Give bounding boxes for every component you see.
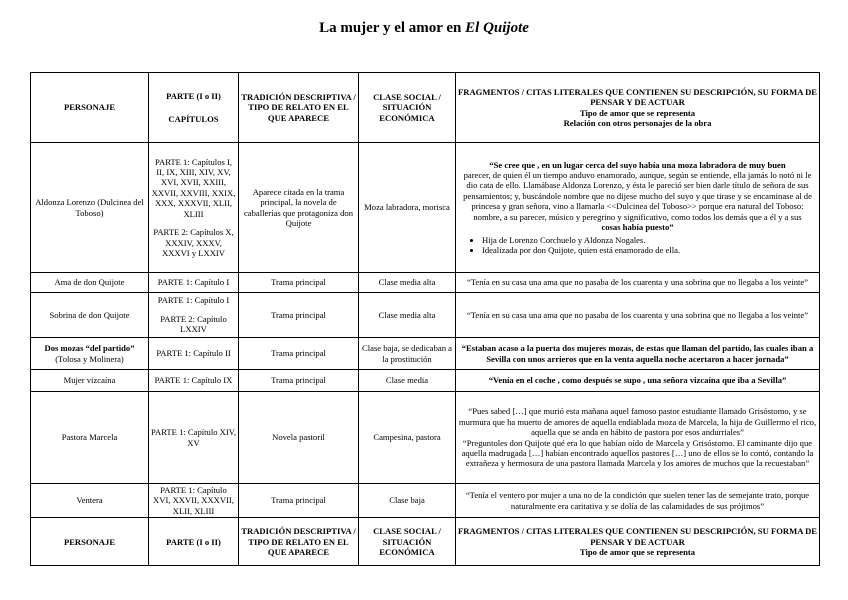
cell-parte: PARTE 1: Capítulo I [149, 273, 239, 293]
header-personaje: PERSONAJE [31, 518, 149, 566]
table-row [31, 370, 820, 392]
header-clase: CLASE SOCIAL / SITUACIÓN ECONÓMICA [359, 518, 456, 566]
cell-parte: PARTE 1: Capítulo II [149, 338, 239, 370]
header-parte: PARTE (I o II) [149, 518, 239, 566]
cell-tradicion: Trama principal [239, 484, 359, 518]
header-tradicion: TRADICIÓN DESCRIPTIVA / TIPO DE RELATO EN EL QUE APARECE [239, 518, 359, 566]
cell-clase: Campesina, pastora [359, 392, 456, 484]
cell-parte: PARTE 1: Capítulo XVI, XXVII, XXXVII, XLII, XLIII [149, 484, 239, 518]
cell-personaje: Ama de don Quijote [31, 273, 149, 293]
cell-cita: “Tenía en su casa una ama que no pasaba de los cuarenta y una sobrina que no llegaba a los veinte” [456, 293, 820, 338]
repeated-header-row [31, 518, 820, 566]
cell-cita: “Se cree que , en un lugar cerca del suyo había una moza labradora de muy buen parecer, de quien él un tiempo anduvo enamorado, aunque, según se entiende, ella jamás lo notó ni le dio cata de ello. Llamábase Aldonza Lorenzo, y ésta le pareció ser bien darle título de señora de sus pensamientos; y, buscándole nombre que no dijese mucho del suyo y que tirase y se encaminase al de princesa y gran señora, vino a llamarla <<Dulcinea del Toboso>> porque era natural del Toboso: nombre, a su parecer, músico y peregrino y significativo, como todos los demás que a él y a sus cosas había puesto” • Hija de Lorenzo Corchuelo y Aldonza Nogales. • Idealizada por don Quijote, quien está enamorado de ella. [456, 143, 820, 273]
cell-personaje: Mujer vizcaína [31, 370, 149, 392]
cell-personaje: Aldonza Lorenzo (Dulcinea del Toboso) [31, 143, 149, 273]
cell-personaje: Sobrina de don Quijote [31, 293, 149, 338]
characters-table [30, 72, 820, 566]
cell-cita: “Estaban acaso a la puerta dos mujeres mozas, de estas que llaman del partido, las cuales iban a Sevilla con unos arrieros que en la venta aquella noche acertaron a hacer jornada” [456, 338, 820, 370]
cell-clase: Clase media alta [359, 293, 456, 338]
cell-parte: PARTE 1: Capítulos I, II, IX, XIII, XIV, XV, XVI, XVII, XXIII, XXVII, XXVIII, XXIX, XXX, XXXVII, XLII, XLIII PARTE 2: Capítulos X, XXXIV, XXXV, XXXVI y LXXIV [149, 143, 239, 273]
cell-clase: Moza labradora, morisca [359, 143, 456, 273]
cell-cita: “Tenía en su casa una ama que no pasaba de los cuarenta y una sobrina que no llegaba a los veinte” [456, 273, 820, 293]
table-row [31, 338, 820, 370]
header-fragmentos: FRAGMENTOS / CITAS LITERALES QUE CONTIENEN SU DESCRIPCIÓN, SU FORMA DE PENSAR Y DE ACTUAR Tipo de amor que se representa [456, 518, 820, 566]
cell-parte: PARTE 1: Capítulo I PARTE 2: Capítulo LXXIV [149, 293, 239, 338]
header-tradicion: TRADICIÓN DESCRIPTIVA / TIPO DE RELATO EN EL QUE APARECE [239, 73, 359, 143]
header-personaje: PERSONAJE [31, 73, 149, 143]
cell-clase: Clase baja, se dedicaban a la prostitución [359, 338, 456, 370]
header-clase: CLASE SOCIAL / SITUACIÓN ECONÓMICA [359, 73, 456, 143]
cell-clase: Clase baja [359, 484, 456, 518]
table-row [31, 392, 820, 484]
cell-parte: PARTE 1: Capítulo IX [149, 370, 239, 392]
cell-tradicion: Trama principal [239, 338, 359, 370]
cell-tradicion: Trama principal [239, 273, 359, 293]
header-row [31, 73, 820, 143]
cell-personaje: Pastora Marcela [31, 392, 149, 484]
cell-tradicion: Novela pastoril [239, 392, 359, 484]
cell-personaje: Dos mozas “del partido” (Tolosa y Molinera) [31, 338, 149, 370]
header-parte: PARTE (I o II) CAPÍTULOS [149, 73, 239, 143]
document-title: La mujer y el amor en El Quijote [319, 20, 529, 36]
cell-cita: “Tenía el ventero por mujer a una no de la condición que suelen tener las de semejante trato, porque naturalmente era caritativa y se dolía de las calamidades de sus prójimos” [456, 484, 820, 518]
cell-tradicion: Aparece citada en la trama principal, la novela de caballerías que protagoniza don Quijote [239, 143, 359, 273]
cell-cita: “Venía en el coche , como después se supo , una señora vizcaína que iba a Sevilla” [456, 370, 820, 392]
cell-cita: “Pues sabed […] que murió esta mañana aquel famoso pastor estudiante llamado Grisóstomo, y se murmura que ha muerto de amores de aquella endiablada moza de Marcela, la hija de Guillermo el rico, aquella que se anda en hábito de pastora por esos andurriales” “Preguntoles don Quijote qué era lo que habían oído de Marcela y Grisóstomo. El caminante dijo que aquella madrugada […] habían encontrado aquellos pastores […] uno de ellos se lo contó, contando la extrañeza y hermosura de una pastora llamada Marcela y los amores de muchos que la recuestaban” [456, 392, 820, 484]
cell-tradicion: Trama principal [239, 370, 359, 392]
table-row [31, 143, 820, 273]
header-fragmentos: FRAGMENTOS / CITAS LITERALES QUE CONTIENEN SU DESCRIPCIÓN, SU FORMA DE PENSAR Y DE ACTUAR Tipo de amor que se representa Relación con otros personajes de la obra [456, 73, 820, 143]
table-row [31, 484, 820, 518]
cell-tradicion: Trama principal [239, 293, 359, 338]
table-row [31, 273, 820, 293]
cell-clase: Clase media alta [359, 273, 456, 293]
cell-clase: Clase media [359, 370, 456, 392]
cell-personaje: Ventera [31, 484, 149, 518]
cell-parte: PARTE 1: Capítulo XIV, XV [149, 392, 239, 484]
table-row [31, 293, 820, 338]
